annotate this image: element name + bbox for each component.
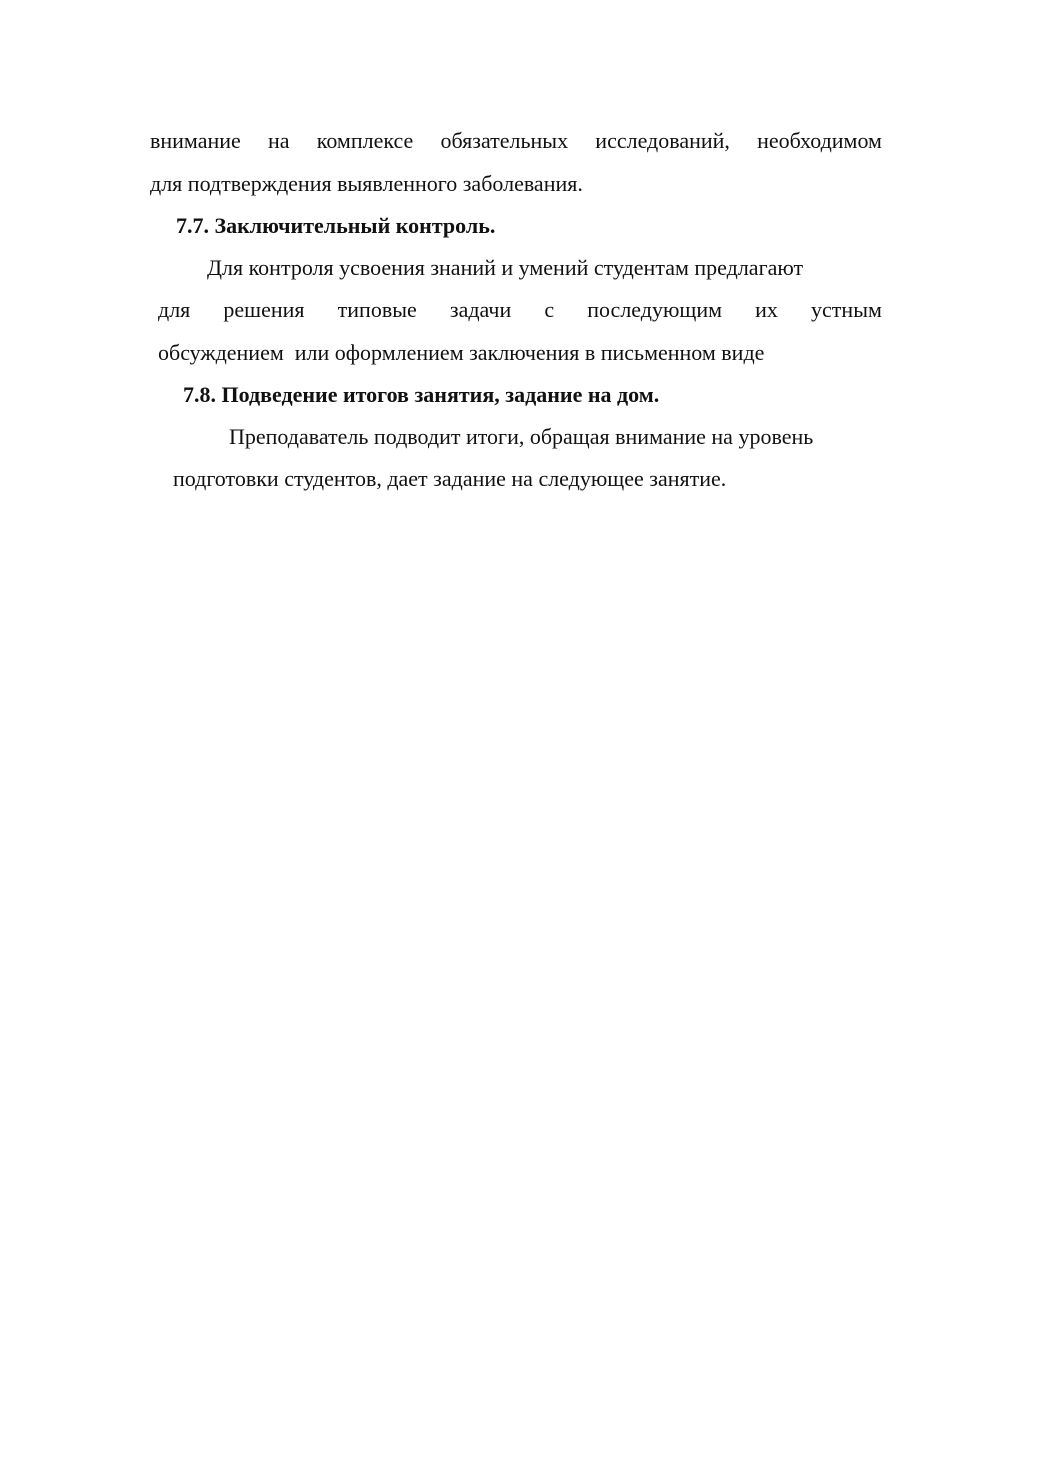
word: на <box>268 128 290 153</box>
word: обязательных <box>440 128 569 153</box>
section-7-8-line-1: Преподаватель подводит итоги, обращая внимание на уровень <box>229 424 814 449</box>
paragraph-continuation-line-1 <box>150 127 882 155</box>
paragraph-continuation-line-2: для подтверждения выявленного заболевания. <box>150 171 583 196</box>
word: последующим <box>587 297 723 322</box>
word: их <box>755 297 778 322</box>
section-7-7-line-3: обсуждением или оформлением заключения в письменном виде <box>158 340 765 365</box>
word: устным <box>811 297 882 322</box>
section-heading-7-7: 7.7. Заключительный контроль. <box>176 213 496 238</box>
word: внимание <box>150 128 241 153</box>
section-heading-7-8: 7.8. Подведение итогов занятия, задание на дом. <box>183 382 660 407</box>
word: необходимом <box>757 128 882 153</box>
word: решения <box>223 297 305 322</box>
word: с <box>544 297 555 322</box>
word: типовые <box>337 297 417 322</box>
section-7-8-line-2: подготовки студентов, дает задание на следующее занятие. <box>173 466 727 491</box>
section-7-7-line-2 <box>158 296 882 324</box>
section-7-7-line-1: Для контроля усвоения знаний и умений студентам предлагают <box>207 255 804 280</box>
word: комплексе <box>316 128 414 153</box>
word: исследований, <box>595 128 730 153</box>
word: задачи <box>449 297 512 322</box>
word: для <box>158 297 191 322</box>
